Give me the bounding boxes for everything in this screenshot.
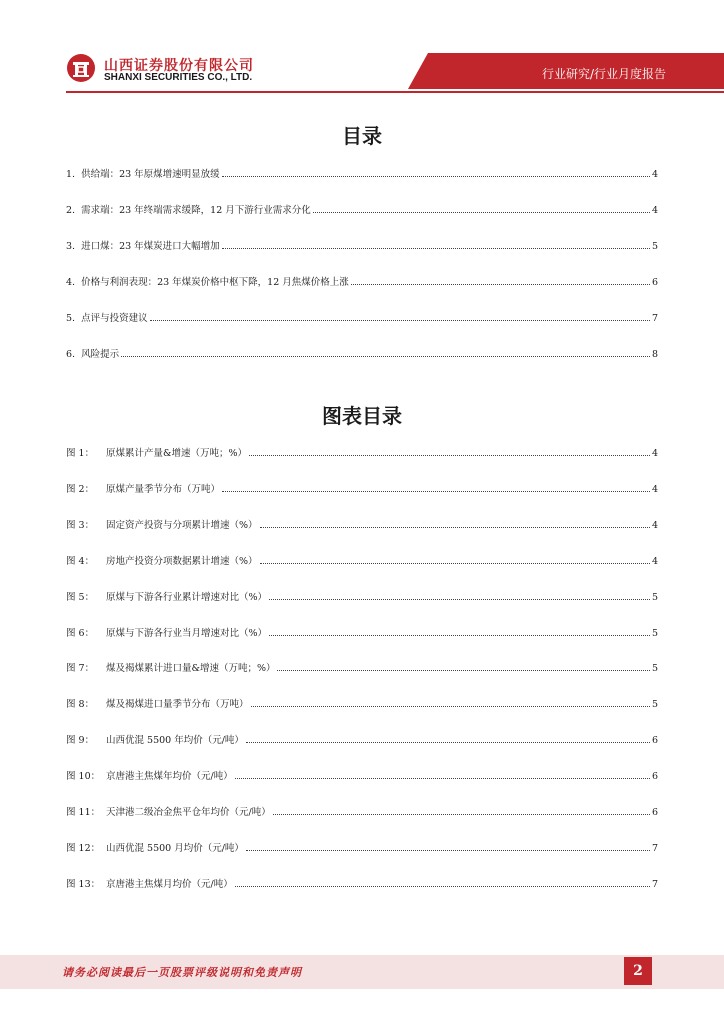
figure-entry[interactable] [66, 733, 658, 749]
dot-leader [222, 490, 650, 492]
dot-leader [251, 705, 650, 707]
entry-page: 7 [651, 878, 658, 890]
entry-number: 1. [66, 169, 76, 180]
entry-label: 京唐港主焦煤年均价（元/吨） [106, 771, 233, 783]
entry-number: 图 9： [66, 735, 95, 747]
company-name-en: SHANXI SECURITIES CO., LTD. [104, 72, 253, 83]
figure-entry[interactable] [66, 590, 658, 606]
entry-number: 图 3： [66, 519, 95, 531]
figure-entry[interactable] [66, 661, 658, 677]
entry-label: 原煤累计产量&增速（万吨；%） [106, 448, 247, 459]
company-logo-icon [66, 53, 96, 83]
entry-label: 进口煤：23 年煤炭进口大幅增加 [81, 241, 220, 252]
entry-label: 风险提示 [81, 349, 120, 360]
entry-page: 5 [651, 591, 658, 603]
entry-page: 8 [651, 349, 658, 360]
dot-leader [235, 777, 650, 779]
entry-label: 点评与投资建议 [81, 313, 148, 324]
figure-entry[interactable] [66, 482, 658, 498]
entry-label: 需求端：23 年终端需求缓降，12 月下游行业需求分化 [81, 205, 311, 216]
figures-title: 图表目录 [322, 404, 402, 428]
entry-page: 5 [651, 699, 658, 711]
dot-leader [273, 813, 650, 815]
dot-leader [260, 562, 650, 564]
toc-entry[interactable] [66, 275, 658, 291]
figure-entry[interactable] [66, 554, 658, 570]
toc-entry[interactable] [66, 347, 658, 363]
dot-leader [121, 355, 650, 357]
entry-number: 3. [66, 241, 76, 252]
entry-number: 图 2： [66, 483, 95, 495]
figure-entry[interactable] [66, 877, 658, 893]
figure-entry[interactable] [66, 626, 658, 642]
dot-leader [313, 211, 650, 213]
entry-number: 图 1： [66, 448, 95, 459]
entry-page: 6 [651, 771, 658, 783]
entry-number: 图 10： [66, 771, 101, 783]
header-divider [66, 91, 724, 93]
entry-page: 6 [651, 807, 658, 818]
entry-label: 山西优混 5500 年均价（元/吨） [106, 735, 244, 747]
figure-entry[interactable] [66, 446, 658, 462]
entry-page: 5 [651, 241, 658, 252]
entry-label: 煤及褐煤累计进口量&增速（万吨；%） [106, 663, 276, 675]
dot-leader [222, 247, 650, 249]
dot-leader [246, 741, 650, 743]
entry-number: 图 5： [66, 591, 95, 603]
dot-leader [351, 283, 650, 285]
entry-number: 图 11： [66, 807, 101, 818]
entry-page: 7 [651, 313, 658, 324]
entry-number: 图 12： [66, 842, 101, 854]
entry-label: 山西优混 5500 月均价（元/吨） [106, 842, 244, 854]
entry-label: 固定资产投资与分项累计增速（%） [106, 519, 258, 531]
toc-entry[interactable] [66, 167, 658, 183]
entry-number: 4. [66, 277, 76, 288]
page-number: 2 [624, 957, 652, 985]
entry-page: 6 [651, 277, 658, 288]
entry-page: 5 [651, 627, 658, 639]
entry-number: 图 13： [66, 878, 101, 890]
entry-page: 4 [651, 555, 658, 567]
entry-page: 7 [651, 842, 658, 854]
entry-page: 5 [651, 663, 658, 675]
entry-number: 5. [66, 313, 76, 324]
figure-entry[interactable] [66, 697, 658, 713]
entry-label: 煤及褐煤进口量季节分布（万吨） [106, 699, 249, 711]
entry-label: 原煤与下游各行业当月增速对比（%） [106, 627, 268, 639]
entry-page: 4 [651, 519, 658, 531]
entry-number: 图 7： [66, 663, 95, 675]
entry-page: 4 [651, 169, 658, 180]
dot-leader [150, 319, 650, 321]
entry-page: 4 [651, 205, 658, 216]
figure-entry[interactable] [66, 841, 658, 857]
figure-entry[interactable] [66, 518, 658, 534]
dot-leader [269, 634, 650, 636]
entry-number: 6. [66, 349, 76, 360]
figure-entry[interactable] [66, 805, 658, 821]
dot-leader [235, 885, 650, 887]
dot-leader [222, 175, 650, 177]
toc-entry[interactable] [66, 239, 658, 255]
entry-label: 天津港二级冶金焦平仓年均价（元/吨） [106, 807, 271, 818]
entry-page: 4 [651, 448, 658, 459]
entry-label: 原煤产量季节分布（万吨） [106, 483, 221, 495]
toc-entry[interactable] [66, 311, 658, 327]
toc-title: 目录 [342, 124, 382, 148]
entry-label: 价格与利润表现：23 年煤炭价格中枢下降，12 月焦煤价格上涨 [81, 277, 349, 288]
page-header [0, 0, 724, 100]
entry-number: 图 4： [66, 555, 95, 567]
entry-page: 4 [651, 483, 658, 495]
dot-leader [277, 669, 649, 671]
entry-number: 图 8： [66, 699, 95, 711]
entry-label: 原煤与下游各行业累计增速对比（%） [106, 591, 268, 603]
entry-number: 2. [66, 205, 76, 216]
entry-label: 供给端：23 年原煤增速明显放缓 [81, 169, 220, 180]
entry-number: 图 6： [66, 627, 95, 639]
company-name-cn: 山西证券股份有限公司 [104, 58, 254, 74]
entry-label: 京唐港主焦煤月均价（元/吨） [106, 878, 233, 890]
report-type-label: 行业研究/行业月度报告 [541, 67, 666, 81]
footer-disclaimer: 请务必阅读最后一页股票评级说明和免责声明 [62, 966, 302, 979]
entry-page: 6 [651, 735, 658, 747]
dot-leader [249, 454, 650, 456]
entry-label: 房地产投资分项数据累计增速（%） [106, 555, 258, 567]
toc-entry[interactable] [66, 203, 658, 219]
dot-leader [246, 849, 650, 851]
dot-leader [260, 526, 650, 528]
figure-entry[interactable] [66, 769, 658, 785]
dot-leader [269, 598, 650, 600]
